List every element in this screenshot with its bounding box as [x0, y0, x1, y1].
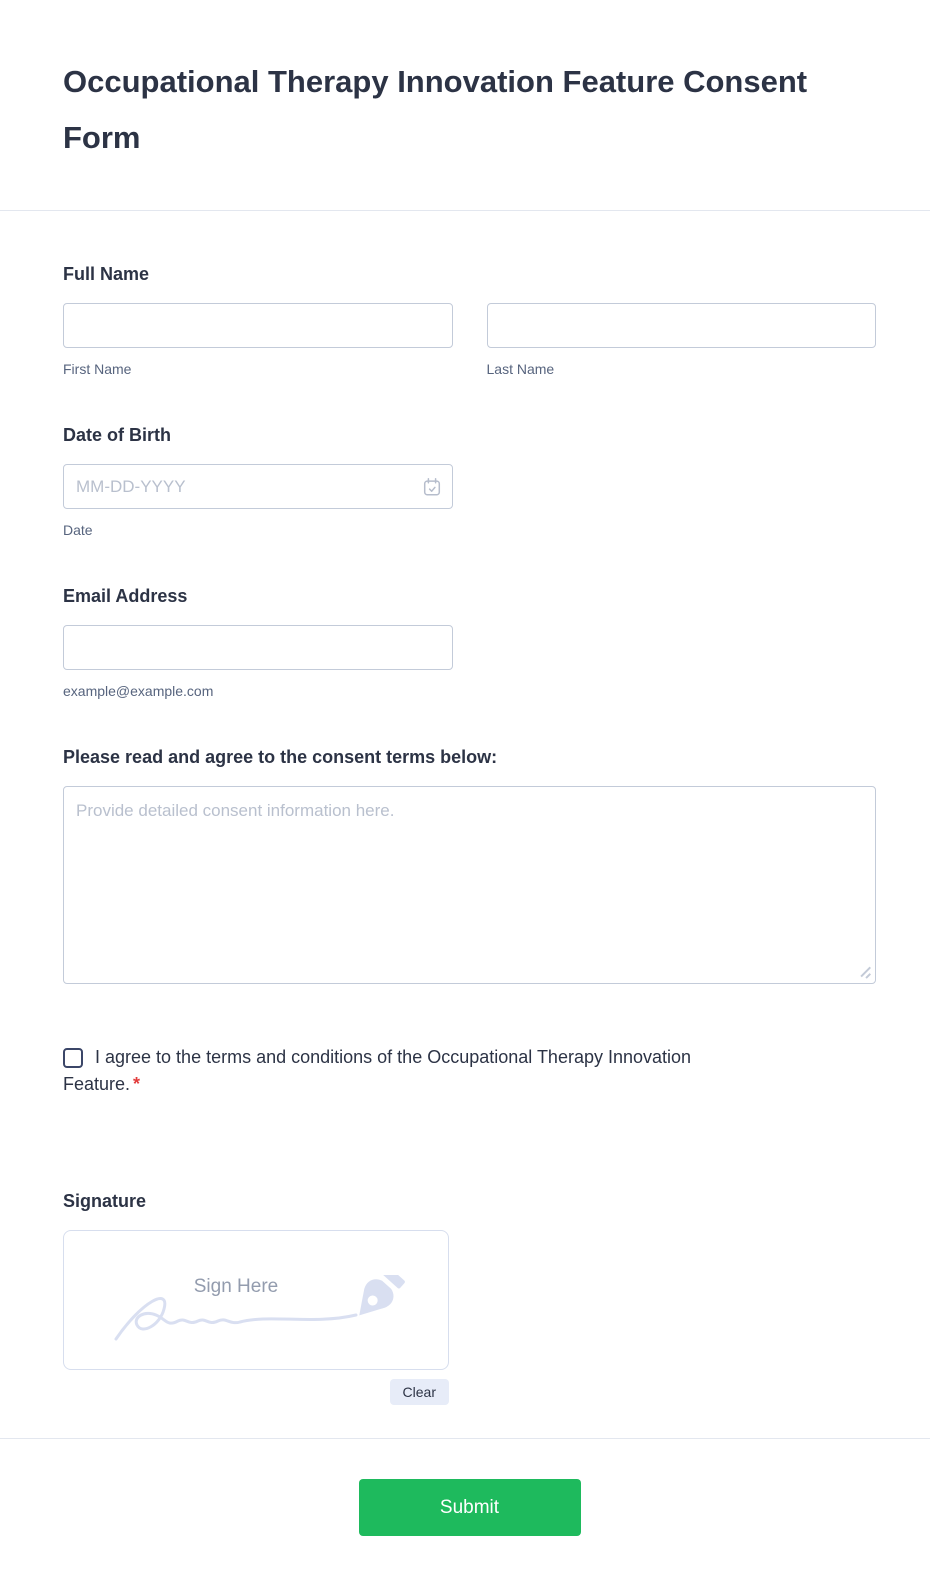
last-name-sublabel: Last Name — [486, 361, 555, 377]
first-name-subfield — [63, 303, 453, 378]
first-name-sublabel: First Name — [63, 361, 132, 377]
calendar-check-icon[interactable] — [423, 477, 441, 496]
clear-button-row — [63, 1379, 449, 1405]
required-asterisk: * — [133, 1074, 141, 1094]
clear-signature-button[interactable]: Clear — [390, 1379, 449, 1405]
field-agreement — [63, 1044, 731, 1098]
signature-squiggle-icon — [112, 1275, 406, 1361]
consent-textarea[interactable] — [63, 786, 876, 984]
form-body — [0, 211, 930, 1405]
page-title: Occupational Therapy Innovation Feature Consent Form — [63, 64, 808, 155]
agreement-row — [63, 1047, 691, 1094]
full-name-label: Full Name — [63, 264, 150, 284]
last-name-input[interactable] — [487, 303, 877, 348]
form-footer — [0, 1439, 930, 1586]
signature-label: Signature — [63, 1191, 147, 1211]
signature-pad[interactable] — [63, 1230, 449, 1370]
dob-input[interactable] — [63, 464, 453, 509]
consent-textarea-wrap — [63, 786, 876, 984]
form-header — [0, 0, 930, 210]
dob-sublabel: Date — [63, 522, 93, 538]
first-name-input[interactable] — [63, 303, 453, 348]
field-signature — [63, 1190, 876, 1405]
agree-checkbox[interactable] — [63, 1048, 83, 1068]
name-inputs-row — [63, 303, 876, 378]
dob-input-wrap — [63, 464, 453, 509]
last-name-subfield — [487, 303, 877, 378]
email-label: Email Address — [63, 586, 188, 606]
field-full-name — [63, 263, 876, 378]
pen-nib-icon — [348, 1275, 406, 1326]
agreement-text: I agree to the terms and conditions of the Occupational Therapy Innovation Feature. — [63, 1047, 692, 1094]
dob-label: Date of Birth — [63, 425, 171, 445]
email-input-wrap — [63, 625, 453, 670]
field-consent-terms — [63, 746, 876, 984]
email-sublabel: example@example.com — [63, 683, 214, 699]
email-input[interactable] — [63, 625, 453, 670]
submit-button[interactable]: Submit — [359, 1479, 581, 1536]
consent-terms-label: Please read and agree to the consent terms below: — [63, 747, 498, 767]
field-email — [63, 585, 876, 700]
field-date-of-birth — [63, 424, 876, 539]
sign-here-placeholder: Sign Here — [193, 1276, 279, 1297]
